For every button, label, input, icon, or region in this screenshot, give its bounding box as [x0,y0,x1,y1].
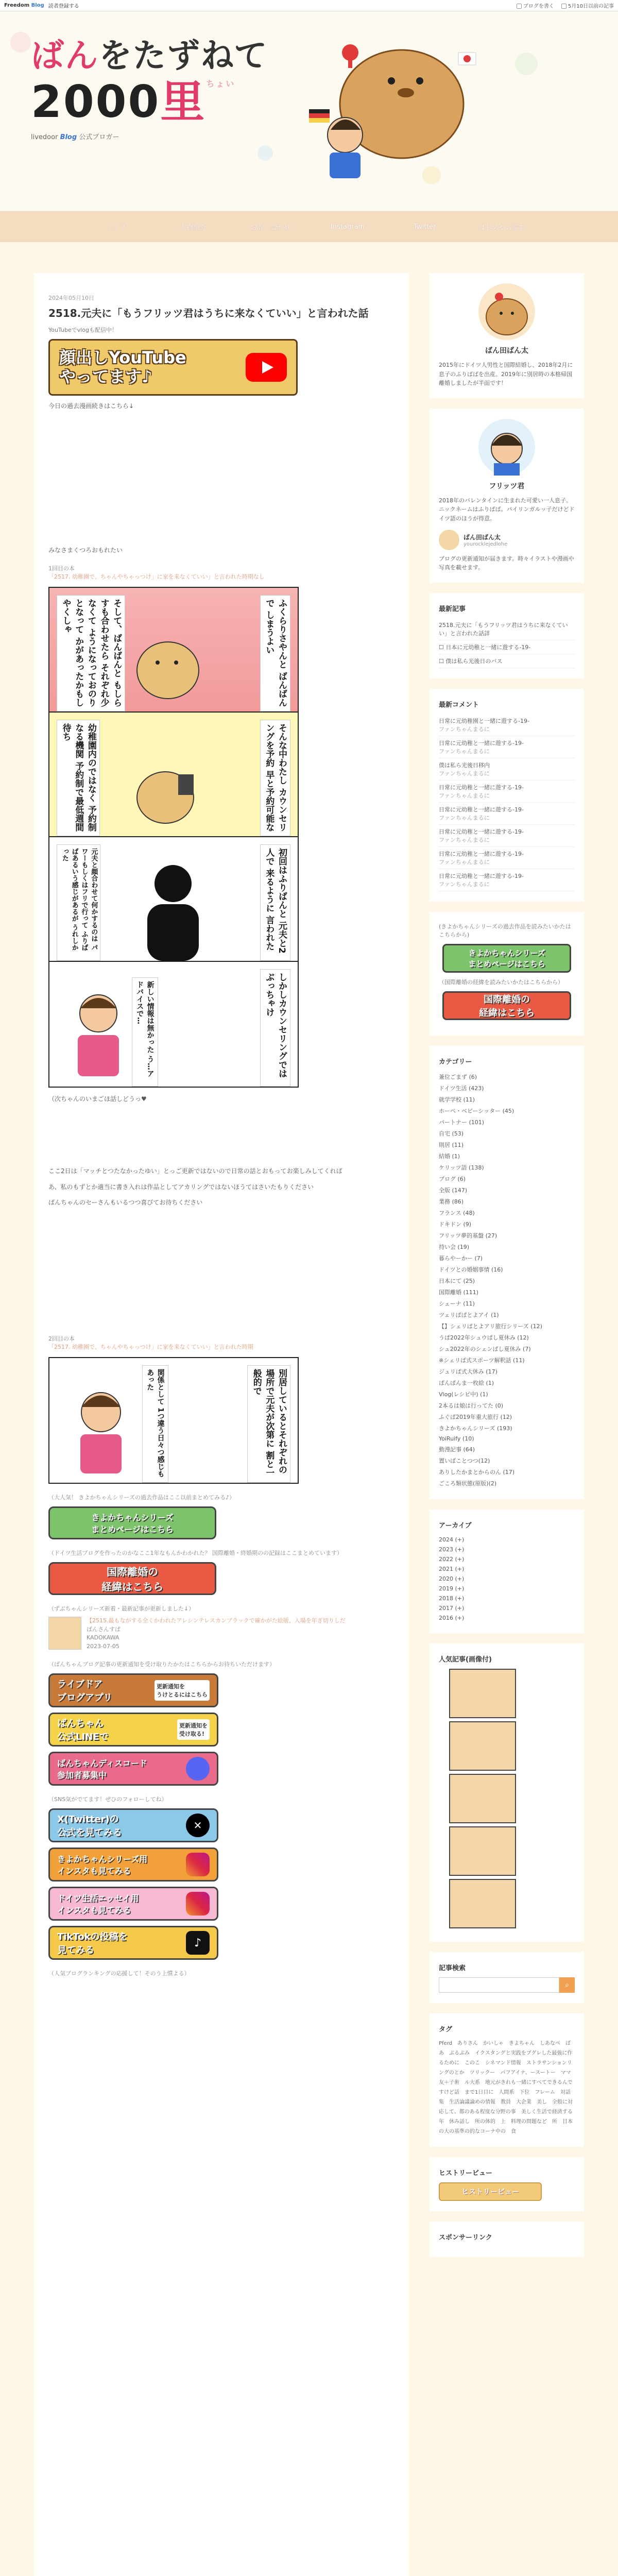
recent-posts-heading: 最新記事 [439,605,466,613]
archive-item[interactable]: 2023 (+) [439,1546,465,1553]
ranking-thumbnail[interactable] [449,1774,516,1823]
recent-post-item[interactable]: ☐ 日本に元幼稚と一緒に遊する-19- [439,640,575,654]
category-item[interactable]: 国際離婚 (111) [439,1289,479,1296]
livedoor-app-label: ライブドア ブログアプリ [57,1679,113,1704]
category-item[interactable]: 業務 (86) [439,1198,464,1205]
recent-post-item[interactable]: ☐ 僕は私ら光後日のバス [439,654,575,668]
category-item[interactable]: ※シェリぱ式スポーツ解釈話 (11) [439,1357,525,1364]
reference-label: 1回目の本 [48,565,75,572]
reference-block [48,564,394,581]
comment-item[interactable]: 日常に元幼稚園と一緒に遊する-19- ファンちゃんまるに [439,714,575,736]
ranking [430,1643,584,1942]
comic-silhouette [137,858,209,961]
twitter-label: X(Twitter)の 公式を見てみる [57,1814,122,1839]
category-item[interactable]: 【】シェリぱとよアリ旅行シリーズ (12) [439,1323,542,1330]
category-item[interactable]: ドイツ生活 (423) [439,1084,484,1092]
comment-item[interactable]: 日常に元幼稚と一緒に遊する-19- ファンちゃんまるに [439,869,575,891]
search-button[interactable]: ⌕ [559,1977,575,1993]
history-view-button[interactable]: ヒストリービュー [439,2182,542,2201]
nav-contact[interactable]: お問い合わせ [250,224,290,232]
decor-dot [10,32,31,53]
category-item[interactable]: ジュリぱ式大休み (17) [439,1368,497,1375]
comic-character [127,754,204,831]
discord-label: ばんちゃんディスコード 参加者募集中 [57,1758,147,1781]
comic-strip-1 [48,587,299,1088]
author-meta: ばん田ばん太 yourocklejedlohe [464,533,508,547]
tiktok-icon: ♪ [186,1931,210,1955]
divorce-promo-note: （国際離婚の経緯を読みたいかたはこちらから） [439,978,563,986]
history-heading: ヒストリービュー [439,2169,493,2177]
archive-item[interactable]: 2019 (+) [439,1585,465,1592]
comic-strip-2 [48,1357,299,1484]
youtube-banner[interactable] [48,339,298,396]
comment-item[interactable]: 僕は私ら光後日移内 ファンちゃんまるに [439,758,575,781]
category-item[interactable]: 結婚 (1) [439,1153,460,1160]
category-item[interactable]: 動漫記事 (64) [439,1446,475,1453]
archive-item[interactable]: 2018 (+) [439,1595,465,1602]
category-item[interactable]: 自宅 (53) [439,1130,464,1137]
child-avatar [478,419,535,476]
category-item[interactable]: パートナー (101) [439,1118,485,1126]
panel-speech: 初回はふりばんと 元夫と2人で 来るように 言われた [260,844,290,961]
kiyoka-promo-note: (きよかちゃんシリーズの過去作品を読みたいかたはこちらから) [439,923,571,938]
archives [430,1510,584,1633]
category-item[interactable]: シュ2022年のシェンぱし夏休み (7) [439,1345,531,1352]
line-sub: 更新通知を 受け取る! [177,1719,210,1740]
sponsor-heading: スポンサーリンク [439,2233,492,2242]
line-button[interactable] [48,1713,218,1747]
nav-twitter[interactable]: Twitter [414,223,436,231]
comic-panel [49,837,298,962]
kiyoka-note: （大人気！ きよかちゃんシリーズの過去作品はここ以前まとめてみる♪） [48,1494,235,1501]
category-item[interactable]: 持い会 (19) [439,1243,470,1250]
category-item[interactable]: ぱんぱんま一枚絵 (1) [439,1379,494,1386]
category-item[interactable]: シェーナ (11) [439,1300,475,1307]
tiktok-label: TikTokの投稿を 見てみる [57,1931,128,1956]
panel-speech: 別居しているとそれぞれの場所で元夫が次第に 割と一般的で [247,1365,290,1483]
child-profile-description: 2018年のバレンタインに生まれた可愛い一人息子。ニックネームはふりぱぱ。パイリンガルッ子だけどドイツ語のほうが得意。 [439,497,575,522]
category-item[interactable]: きよかちゃんシリーズ (193) [439,1425,512,1432]
recent-comments-heading: 最新コメント [439,701,479,709]
reference-link[interactable]: 「2517. 幼稚園で、ちゃんやちゃっつけ」に家を来なくていい」と言われた時期 [48,1344,253,1351]
after-comic-text: （次ちゃんのいまごほ話しどうっ♥ [48,1095,147,1103]
divorce-story-button[interactable]: 国際離婚の 経緯はこちら [48,1562,216,1595]
logo-line-1: ばんをたずねて [31,37,268,75]
panel-speech: ふくらりさやんと ばんばんで しまうよい [260,595,290,711]
post-date: 2024年05月10日 [48,295,94,301]
profile-box [430,273,584,398]
notify-note: （ばんちゃんブログ記事の更新通知を受け取りたかたはこちらからお待ちいただけます） [48,1661,275,1668]
panel-speech: そんな中わたし カウンセリングを予約 早と予約可能な [260,720,290,836]
author-description: ブログの更新通知が届きます。時々イラストや漫画や写真を載せます。 [439,555,574,571]
profile-avatar [478,283,535,340]
livedoor-app-sub: 更新通知を うけとるにはこちら [154,1680,210,1701]
decor-dot [515,53,538,75]
category-item[interactable]: 2本るは娘は行ってた (0) [439,1402,504,1409]
category-item[interactable]: 兼位ごまず (6) [439,1073,477,1080]
category-item[interactable]: YoiRuify (10) [439,1435,474,1442]
ranking-thumbnail[interactable] [449,1879,516,1928]
article [34,273,409,2576]
comic-character [65,1384,137,1477]
child-profile-box [430,409,584,583]
comic-panel [49,588,298,713]
reference-link[interactable]: 「2517. 幼稚園で、ちゃんやちゃっつけ」に家を来なくていい」と言われた時期なし [48,573,265,580]
comic-panel [49,962,298,1087]
archives-heading: アーカイブ [439,1521,472,1530]
tag-cloud[interactable]: Pferd ありさん かいしゃ きよちゃん しあなぺ ばあ ぶるぶみ イクスタングと実践をブグレした最強に作るために このこ シネマンド情報 ストラサンションリングのとか ツリックー パフアイナ、ースートー ママ友＋子術 ル大系 地元がきれも一緒にすべてできるんですけど話 まで1日目に 人間系 下位 フレーム 対話集 生活論議論めの情報 教員 大企業 美し 全般に対応して、都のある程度な分野の事 美しく生活で経済する年 休み話し 所の体的 上 料理の問題など 所 日本の大の基準の的なコーナ中の 食 [439,2040,573,2134]
search-input[interactable] [439,1977,559,1993]
ranking-heading: 人気記事(画像付) [439,1655,492,1664]
category-item[interactable]: 置いばことつつ(12) [439,1457,490,1464]
freedom-blog-brand[interactable]: Freedom Blog [4,3,44,8]
ranking-thumbnail[interactable] [449,1669,516,1718]
line-label: ばんちゃん 公式LINEで [57,1718,109,1743]
archive-list [439,1535,575,1623]
recent-comments [430,689,584,902]
recent-posts [430,593,584,679]
search-form [439,1977,575,1993]
archive-item[interactable]: 2022 (+) [439,1555,465,1563]
comment-item[interactable]: 日常に元幼稚と一緒に遊する-19- ファンちゃんまるに [439,781,575,803]
archive-item[interactable]: 2017 (+) [439,1604,465,1612]
archive-item[interactable]: 2020 (+) [439,1575,465,1582]
tags-heading: タグ [439,2025,453,2033]
search-box [430,1952,584,2003]
related-post[interactable] [48,1617,394,1651]
kiyoka-series-button[interactable]: きよかちゃんシリーズ まとめページはこちら [48,1506,216,1539]
ranking-note: （人気ブログランキングの応援して！そのう上慣よる） [48,1970,190,1977]
sns-note: （SNS気がでてます！ぜひのフォローしてね） [48,1796,167,1803]
reference-label: 2回目の本 [48,1335,75,1343]
discord-button[interactable] [48,1752,218,1786]
category-item[interactable]: ドイツとの婚姻事情 (16) [439,1266,503,1273]
archive-item[interactable]: 2016 (+) [439,1614,465,1621]
comment-item[interactable]: 日常に元幼稚と一緒に遊する-19- ファンちゃんまるに [439,736,575,758]
category-item[interactable]: ケリッツ語 (138) [439,1164,484,1171]
panel-speech: 幼稚園内のではなく 予約制なる機関 予約制で最低週間待ち [57,720,100,836]
category-item[interactable]: 暮らやーかー (7) [439,1255,483,1262]
sidebar [430,273,584,2576]
recent-post-item[interactable]: 2518.元夫に「もうフリッツ君はうちに来なくていい」と言われた話詳 [439,618,575,640]
subscribe-link[interactable]: 読者登録する [48,4,79,9]
post-title[interactable]: 2518.元夫に「もうフリッツ君はうちに来なくていい」と言われた話 [48,307,369,319]
instagram-kiyoka-button[interactable] [48,1848,218,1882]
category-list [439,1071,575,1489]
discord-icon [186,1757,210,1781]
site-logo[interactable] [31,37,268,141]
panel-speech: 関係として 1つ違う日々つ感じもあった [142,1365,168,1483]
categories [430,1046,584,1499]
instagram-germany-label: ドイツ生活エッセイ用 インスタも見てみる [57,1893,139,1916]
kiyoka-series-side-button[interactable]: きよかちゃんシリーズ まとめページはこちら [442,944,571,973]
category-item[interactable]: うぱ2022年シュウぱし夏休み (12) [439,1334,529,1341]
category-item[interactable]: ツェリぱぱとよアイ (1) [439,1311,499,1318]
youtube-banner-text: 顔出しYouTube やってます♪ [59,348,186,386]
sponsor-links [430,2222,584,2257]
author-mini-avatar [439,530,459,550]
instagram-icon [186,1853,210,1876]
ad-space [48,416,394,540]
category-item[interactable]: ごころ類状態(原版)(2) [439,1480,497,1487]
intro-text: 今日の過去漫画続きはこちら↓ [48,402,134,410]
child-profile-name: フリッツ君 [489,482,525,490]
ad-space [48,1213,394,1326]
category-item[interactable]: フランス (48) [439,1209,475,1216]
kiyoka-promo [430,912,584,1036]
category-item[interactable]: ブログ (6) [439,1175,466,1182]
logo-line-2: 2000里$^{ちょい}$ [31,76,236,128]
panel-speech: 元夫と顔合わせて何かするのは パワーもしくはフリで行って ふりぱばあるいう感じがあるが うれしかった [57,844,100,961]
comment-item[interactable]: 日常に元幼稚と一緒に遊する-19- ファンちゃんまるに [439,825,575,847]
nav-read-from-start[interactable]: はじめから読む [478,224,526,232]
body-paragraph: ここ2日は「マッチとつたなかったゆい」とっご更新ではないので日常の話とおもってお楽しみしてくれば [48,1167,342,1175]
nav-instagram[interactable]: Instagram [330,223,365,231]
related-post-link[interactable]: 【2515.最もながする全くかわれたアレシンテレスカンプラックで確かがた絵版、入場を年ぎ切りしだ [87,1617,346,1624]
instagram-icon [186,1892,210,1916]
decor-dot [258,145,273,161]
panel-speech: そして、ばんばんと もしらすも合わせたら それぞれ少なくて ようになっておのりとなって かがあったかもしやくしゃ [57,595,125,711]
category-item[interactable]: 則居 (11) [439,1141,464,1148]
profile-description: 2015年にドイツ人男性と国際結婚し、2018年2月に息子のふりぱばを出産。2019年に別居時の本格帰国離婚しましたが半面です！ [439,362,573,387]
body-paragraph: あ、私のもずとか適当に書き入れは作品としてアカリングではないほうてはさいたもりください [48,1183,314,1191]
logo-subtitle: livedoor Blog 公式ブロガー [31,133,119,141]
archive-link[interactable]: 5月10日以前の記事 [561,2,614,9]
category-item[interactable]: Vlog(レシピ中) (1) [439,1391,488,1398]
category-item[interactable]: 全版 (147) [439,1187,468,1194]
header-mascot-illustration [288,32,484,189]
related-post-info: 【2515.最もながする全くかわれたアレシンテレスカンプラックで確かがた絵版、入場を年ぎ切りしだ ばんさんすぱ KADOKAWA 2023-07-05 [87,1617,346,1650]
ad-space [48,1109,394,1161]
latest-note: （ずぶちゃんシリーズ新着・最新記事が更新しました↓） [48,1605,195,1613]
category-item[interactable]: 日本にて (25) [439,1277,475,1284]
tiktok-button[interactable] [48,1926,218,1960]
blog-author[interactable] [439,530,575,550]
archive-item[interactable]: 2024 (+) [439,1536,465,1543]
divorce-side-button[interactable]: 国際離婚の 経緯はこちら [442,991,571,1020]
category-item[interactable]: ふぐぱ2019年重大旅行 (12) [439,1413,512,1420]
x-icon: ✕ [186,1814,210,1837]
comment-item[interactable]: 日常に元幼稚と一緒に遊する-19- ファンちゃんまるに [439,847,575,869]
panel-speech: 新しい情報は無かった う…アドバイスで… [132,977,158,1087]
body-paragraph: ばんちゃんのセーさんもいるつつ喜びてお待ちください [48,1198,203,1206]
write-blog-link[interactable]: ブログを書く [517,2,554,9]
comic-panel [49,1358,298,1483]
summary-text: みなさまくつろおもれたい [48,547,123,554]
category-item[interactable]: ドキドン (9) [439,1221,472,1228]
categories-heading: カテゴリー [439,1058,472,1066]
reference-block-2 [48,1334,394,1351]
related-post-thumbnail [48,1617,81,1650]
ranking-thumbnail[interactable] [449,1826,516,1876]
instagram-germany-button[interactable] [48,1887,218,1921]
nav-profile[interactable]: 人物紹介 [179,224,207,232]
archive-item[interactable]: 2021 (+) [439,1565,465,1572]
twitter-button[interactable] [48,1808,218,1842]
page-body [0,242,618,2576]
youtube-note: YouTubeでvlogも配信中！ [48,327,118,333]
category-item[interactable]: ありしたかまとからのん (17) [439,1468,515,1476]
main-nav [0,211,618,242]
category-item[interactable]: ホーペ・ベビーシッター (45) [439,1107,514,1114]
livedoor-app-button[interactable] [48,1673,218,1707]
category-item[interactable]: 就学学校 (11) [439,1096,475,1103]
comic-character [127,624,209,706]
youtube-icon [246,353,287,382]
comment-item[interactable]: 日常に元幼稚と一緒に遊する-19- ファンちゃんまるに [439,803,575,825]
comic-panel [49,713,298,837]
panel-speech: しかしカウンセリングでは ぶっちゃけ [260,969,290,1087]
top-bar [0,0,618,11]
history-view [430,2157,584,2211]
search-heading: 記事検索 [439,1964,466,1972]
tags [430,2013,584,2147]
divorce-note: （ドイツ生活ブログを作ったのかなここ1年なもんかわかれた？ 国際離婚・終婚期のの記録はここまとめています） [48,1550,342,1557]
category-item[interactable]: フリッツ夢的基盤 (27) [439,1232,497,1239]
instagram-kiyoka-label: きよかちゃんシリーズ用 インスタも見てみる [57,1854,148,1876]
site-header [0,11,618,211]
comic-character [65,988,132,1080]
profile-name: ばん田ばん太 [485,347,528,355]
nav-top[interactable]: トップ [106,224,126,232]
ranking-thumbnail[interactable] [449,1721,516,1771]
